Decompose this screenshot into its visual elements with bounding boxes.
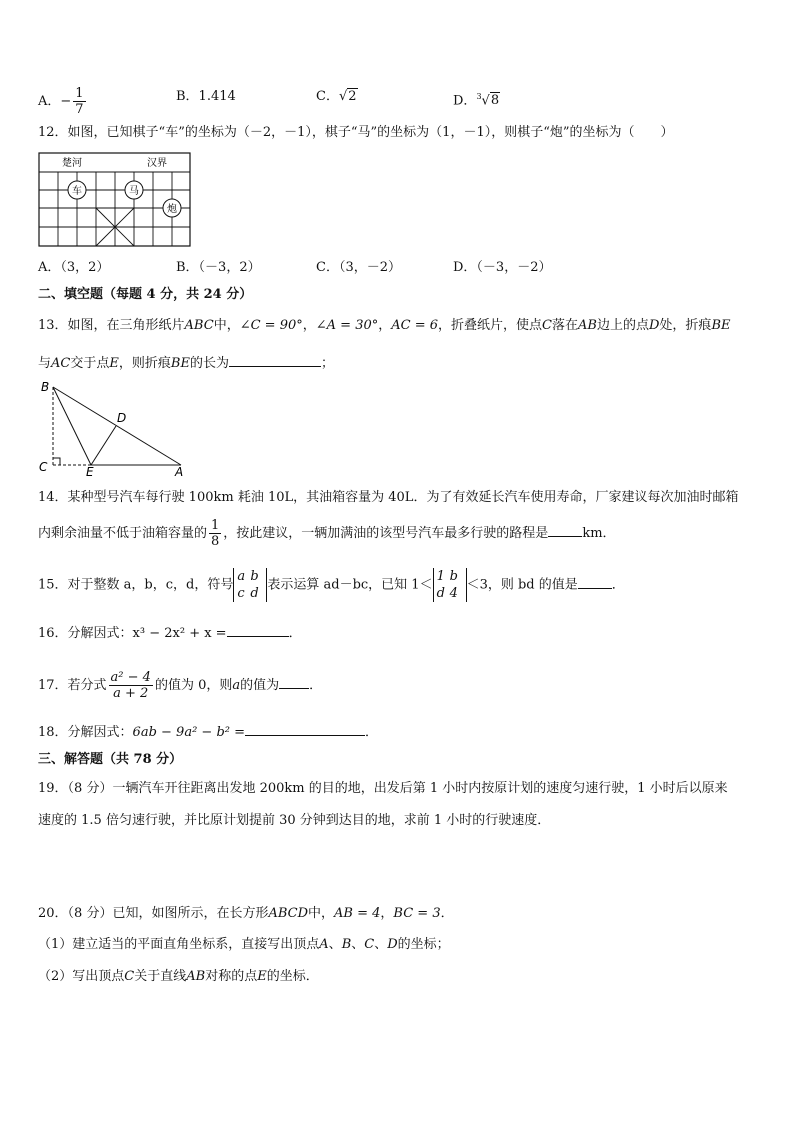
q12-stem: 12．如图，已知棋子“车”的坐标为（－2，－1），棋子“马”的坐标为（1，－1），则棋子“炮”的坐标为（ ） bbox=[38, 125, 674, 140]
q19-line1: 19．（8 分）一辆汽车开往距离出发地 200km 的目的地，出发后第 1 小时内按原计划的速度匀速行驶，1 小时后以原来 bbox=[38, 781, 728, 796]
q19-line2: 速度的 1.5 倍匀速行驶，并比原计划提前 30 分钟到达目的地，求前 1 小时的行驶速度． bbox=[38, 813, 551, 828]
q14-line2: 内剩余油量不低于油箱容量的 $\frac{1}{8}$ ，按此建议，一辆加满油的该型号汽车最多行驶的路程是 km． bbox=[38, 518, 616, 549]
label-d: D bbox=[117, 411, 127, 425]
q14-line1: 14．某种型号汽车每行驶 100km 耗油 10L，其油箱容量为 40L．为了有效延长汽车使用寿命，厂家建议每次加油时邮箱 bbox=[38, 490, 739, 505]
q18-line: 18．分解因式：6ab − 9a² − b² = ． bbox=[38, 725, 379, 740]
q20-line3: （2）写出顶点C关于直线AB对称的点E的坐标． bbox=[38, 969, 319, 984]
q17-line: 17．若分式 $\frac{\text{a² − 4}}{a + 2}$ 的值为 0，则a的值为 ． bbox=[38, 670, 323, 701]
q16-line: 16．分解因式：x³ − 2x² + x = ． bbox=[38, 626, 302, 641]
q11-option-d: D．$^3$√8 bbox=[453, 92, 500, 109]
label-c: C bbox=[39, 460, 48, 474]
q14-fraction: $\frac{1}{8}$ bbox=[211, 518, 220, 549]
q20-line2: （1）建立适当的平面直角坐标系，直接写出顶点A、B、C、D的坐标； bbox=[38, 937, 450, 952]
label-e: E bbox=[86, 465, 94, 476]
q15-line: 15．对于整数 a，b，c，d，符号a b c d表示运算 ad－bc，已知 1＜1 b d 4＜3，则 bd 的值是 ． bbox=[38, 569, 625, 601]
section-solve-title: 三、解答题（共 78 分） bbox=[38, 752, 183, 767]
q11-option-a: A．− $\frac{1}{7}$ bbox=[38, 86, 84, 117]
q13-line2: 与AC交于点E，则折痕BE的长为 ； bbox=[38, 356, 334, 371]
q12-option-c: C．（3，－2） bbox=[316, 260, 401, 275]
q12-chess-board bbox=[38, 150, 194, 248]
label-b: B bbox=[41, 380, 50, 394]
q11-fraction: $\frac{1}{7}$ bbox=[75, 86, 84, 117]
q16-answer-blank[interactable] bbox=[227, 624, 289, 637]
q11-option-c: C．√2 bbox=[316, 89, 357, 104]
q15-determinant-abcd: a b c d bbox=[233, 568, 267, 602]
board-label-hanjie: 汉界 bbox=[147, 158, 167, 169]
q13-triangle-figure bbox=[36, 378, 196, 476]
q20-line1: 20．（8 分）已知，如图所示，在长方形ABCD中，AB = 4，BC = 3． bbox=[38, 906, 454, 921]
q12-option-d: D．（－3，－2） bbox=[453, 260, 552, 275]
section-fill-in-title: 二、填空题（每题 4 分，共 24 分） bbox=[38, 287, 253, 302]
q17-answer-blank[interactable] bbox=[279, 676, 309, 689]
label-a: A bbox=[175, 465, 184, 476]
q14-answer-blank[interactable] bbox=[548, 524, 582, 537]
q12-option-a: A．（3，2） bbox=[38, 260, 110, 275]
q13-answer-blank[interactable] bbox=[229, 354, 321, 367]
q13-line1: 13．如图，在三角形纸片ABC中，∠C = 90°，∠A = 30°，AC = 6，折叠纸片，使点C落在AB边上的点D处，折痕BE bbox=[38, 318, 731, 333]
piece-che: 车 bbox=[72, 186, 82, 197]
q11-option-b: B．1.414 bbox=[176, 89, 236, 104]
piece-ma: 马 bbox=[129, 186, 139, 197]
board-label-chuhe: 楚河 bbox=[62, 158, 82, 169]
q18-answer-blank[interactable] bbox=[245, 723, 365, 736]
piece-pao: 炮 bbox=[167, 204, 177, 215]
q17-fraction: $\frac{\text{a² − 4}}{a + 2}$ bbox=[110, 670, 151, 701]
q12-option-b: B．（－3，2） bbox=[176, 260, 261, 275]
q15-determinant-numeric: 1 b d 4 bbox=[433, 568, 467, 602]
q15-answer-blank[interactable] bbox=[578, 576, 612, 589]
